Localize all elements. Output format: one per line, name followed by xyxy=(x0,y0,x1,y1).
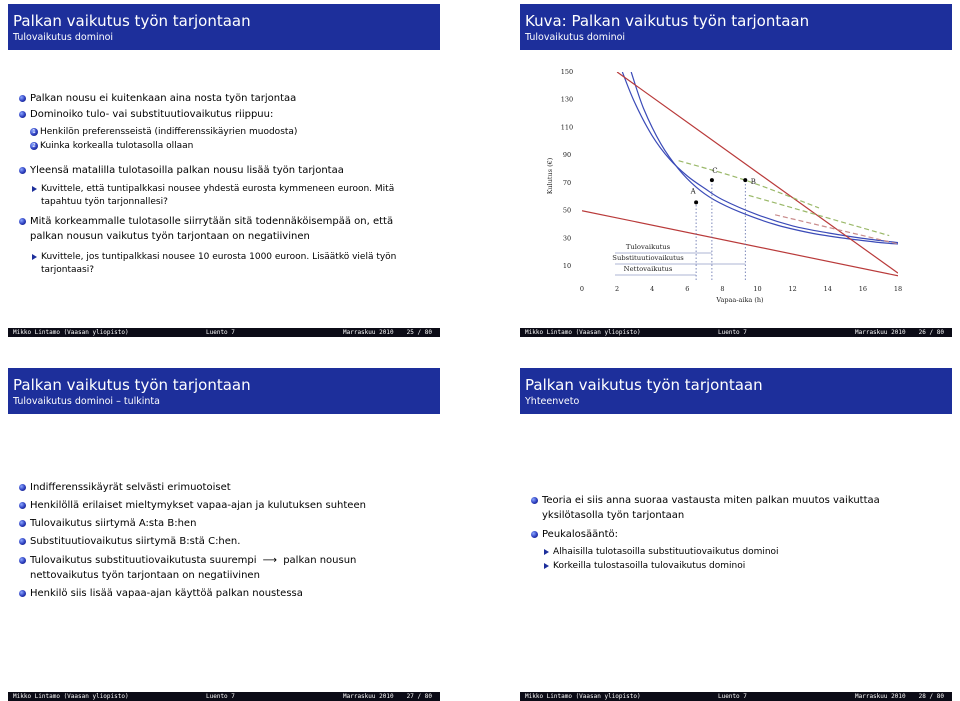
footer-lecture: Luento 7 xyxy=(718,693,747,700)
sub-bullet-item: Kuvittele, että tuntipalkkasi nousee yhdestä eurosta kymmeneen euroon. Mitä xyxy=(41,184,395,194)
number-badge: 1 xyxy=(30,128,38,136)
bullet-item: Yleensä matalilla tulotasoilla palkan nousu lisää työn tarjontaa xyxy=(30,165,344,176)
footer-date: Marraskuu 2010 xyxy=(855,329,906,336)
footer-author: Mikko Lintamo (Vaasan yliopisto) xyxy=(13,329,129,336)
bullet-item: Substituutiovaikutus siirtymä B:stä C:hen. xyxy=(30,536,241,547)
bullet-item: Teoria ei siis anna suoraa vastausta miten palkan muutos vaikuttaa xyxy=(542,495,880,506)
page-number: 25 xyxy=(406,329,414,336)
footer-page xyxy=(407,328,432,337)
footer-date: Marraskuu 2010 xyxy=(343,693,394,700)
y-tick-label: 90 xyxy=(562,151,572,160)
x-tick-label: 10 xyxy=(753,285,762,293)
y-tick-label: 110 xyxy=(560,123,574,132)
sub-bullet-item: Korkeilla tulostasoilla tulovaikutus dominoi xyxy=(553,561,746,571)
bullet-text: Tulovaikutus substituutiovaikutusta suurempi xyxy=(30,555,257,566)
sub-bullet-item: Alhaisilla tulotasoilla substituutiovaikutus dominoi xyxy=(553,547,779,557)
slide-footer xyxy=(520,692,952,701)
y-tick-label: 50 xyxy=(562,206,572,215)
legend-label: Tulovaikutus xyxy=(625,243,671,251)
bullet-item: Indifferenssikäyrät selvästi erimuotoiset xyxy=(30,482,231,493)
point-marker xyxy=(710,178,714,182)
y-tick-label: 150 xyxy=(560,68,574,76)
slide-footer xyxy=(8,692,440,701)
slide-title: Kuva: Palkan vaikutus työn tarjontaan xyxy=(525,12,810,30)
page-total: 80 xyxy=(424,693,432,700)
slide-subtitle: Yhteenveto xyxy=(525,396,580,407)
bullet-text: palkan nousun xyxy=(283,555,357,566)
slide-26 xyxy=(520,4,952,337)
x-tick-label: 2 xyxy=(615,285,620,293)
page-total: 80 xyxy=(424,329,432,336)
sub-bullet-item: Kuvittele, jos tuntipalkkasi nousee 10 eurosta 1000 euroon. Lisäätkö vielä työn xyxy=(41,252,397,262)
bullet-item: Henkilö siis lisää vapaa-ajan käyttöä palkan noustessa xyxy=(30,588,303,599)
x-tick-label: 12 xyxy=(788,285,797,293)
slide-header xyxy=(8,4,440,50)
page-separator: / xyxy=(929,329,934,336)
slide-header xyxy=(520,4,952,50)
slide-title: Palkan vaikutus työn tarjontaan xyxy=(13,376,251,394)
point-label: C xyxy=(712,167,718,176)
x-tick-label: 4 xyxy=(650,285,655,293)
point-label: B xyxy=(750,178,756,187)
bullet-item xyxy=(30,554,356,567)
legend-label: Substituutiovaikutus xyxy=(612,254,684,262)
footer-page xyxy=(407,692,432,701)
y-tick-label: 30 xyxy=(562,234,572,243)
point-label: A xyxy=(690,187,696,196)
y-tick-label: 70 xyxy=(562,178,572,187)
bullet-item: Mitä korkeammalle tulotasolle siirrytään sitä todennäköisempää on, että xyxy=(30,216,394,227)
sub-bullet-continuation: tarjontaasi? xyxy=(41,265,94,275)
slide-25 xyxy=(8,4,440,337)
numbered-item xyxy=(32,126,298,138)
bullet-item: Dominoiko tulo- vai substituutiovaikutus riippuu: xyxy=(30,109,274,120)
footer-page xyxy=(919,328,944,337)
page-total: 80 xyxy=(936,329,944,336)
x-axis-label: Vapaa-aika (h) xyxy=(716,296,764,304)
numbered-item-text: Henkilön preferensseistä (indifferenssikäyrien muodosta) xyxy=(40,127,298,137)
bullet-item: Peukalosääntö: xyxy=(542,529,619,540)
curve-line xyxy=(622,72,898,243)
y-tick-label: 130 xyxy=(560,95,574,104)
slide-title: Palkan vaikutus työn tarjontaan xyxy=(13,12,251,30)
slide-header xyxy=(8,368,440,414)
numbered-item-text: Kuinka korkealla tulotasolla ollaan xyxy=(40,141,194,151)
footer-lecture: Luento 7 xyxy=(206,329,235,336)
page-separator: / xyxy=(417,693,422,700)
footer-date: Marraskuu 2010 xyxy=(855,693,906,700)
slide-footer xyxy=(8,328,440,337)
footer-author: Mikko Lintamo (Vaasan yliopisto) xyxy=(525,329,641,336)
bullet-continuation: yksilötasolla työn tarjontaan xyxy=(542,510,685,521)
x-tick-label: 0 xyxy=(579,285,585,293)
numbered-item xyxy=(32,140,194,152)
x-tick-label: 6 xyxy=(685,285,690,293)
bullet-continuation: nettovaikutus työn tarjontaan on negatiivinen xyxy=(30,570,260,581)
implies-arrow: ⟶ xyxy=(262,555,278,566)
point-marker xyxy=(743,178,747,182)
bullet-item: Tulovaikutus siirtymä A:sta B:hen xyxy=(30,518,197,529)
slide-header xyxy=(520,368,952,414)
footer-page xyxy=(919,692,944,701)
slide-28 xyxy=(520,368,952,701)
slide-subtitle: Tulovaikutus dominoi xyxy=(13,32,114,43)
chart xyxy=(520,50,952,328)
x-tick-label: 16 xyxy=(858,285,868,293)
slide-subtitle: Tulovaikutus dominoi – tulkinta xyxy=(13,396,160,407)
page-number: 28 xyxy=(918,693,926,700)
bullet-continuation: palkan nousun vaikutus työn tarjontaan on negatiivinen xyxy=(30,231,310,242)
slide-subtitle: Tulovaikutus dominoi xyxy=(525,32,626,43)
page-number: 26 xyxy=(918,329,926,336)
page-separator: / xyxy=(417,329,422,336)
slide-title: Palkan vaikutus työn tarjontaan xyxy=(525,376,763,394)
x-tick-label: 8 xyxy=(720,285,725,293)
y-tick-label: 10 xyxy=(562,262,572,271)
curve-line xyxy=(749,195,889,235)
footer-lecture: Luento 7 xyxy=(718,329,747,336)
y-axis-label: Kulutus (€) xyxy=(546,157,554,195)
bullet-item: Palkan nousu ei kuitenkaan aina nosta työn tarjontaa xyxy=(30,93,297,104)
footer-lecture: Luento 7 xyxy=(206,693,235,700)
footer-date: Marraskuu 2010 xyxy=(343,329,394,336)
number-badge: 2 xyxy=(30,142,38,150)
slide-27 xyxy=(8,368,440,701)
x-tick-label: 18 xyxy=(893,285,903,293)
bullet-item: Henkilöllä erilaiset mieltymykset vapaa-ajan ja kulutuksen suhteen xyxy=(30,500,366,511)
page-separator: / xyxy=(929,693,934,700)
x-tick-label: 14 xyxy=(823,285,832,293)
legend-label: Nettovaikutus xyxy=(623,265,673,273)
footer-author: Mikko Lintamo (Vaasan yliopisto) xyxy=(525,693,641,700)
sub-bullet-continuation: tapahtuu työn tarjonnallesi? xyxy=(41,197,168,207)
curve-line xyxy=(631,72,898,244)
slide-footer xyxy=(520,328,952,337)
footer-author: Mikko Lintamo (Vaasan yliopisto) xyxy=(13,693,129,700)
page-total: 80 xyxy=(936,693,944,700)
page-number: 27 xyxy=(406,693,414,700)
point-marker xyxy=(694,200,698,204)
